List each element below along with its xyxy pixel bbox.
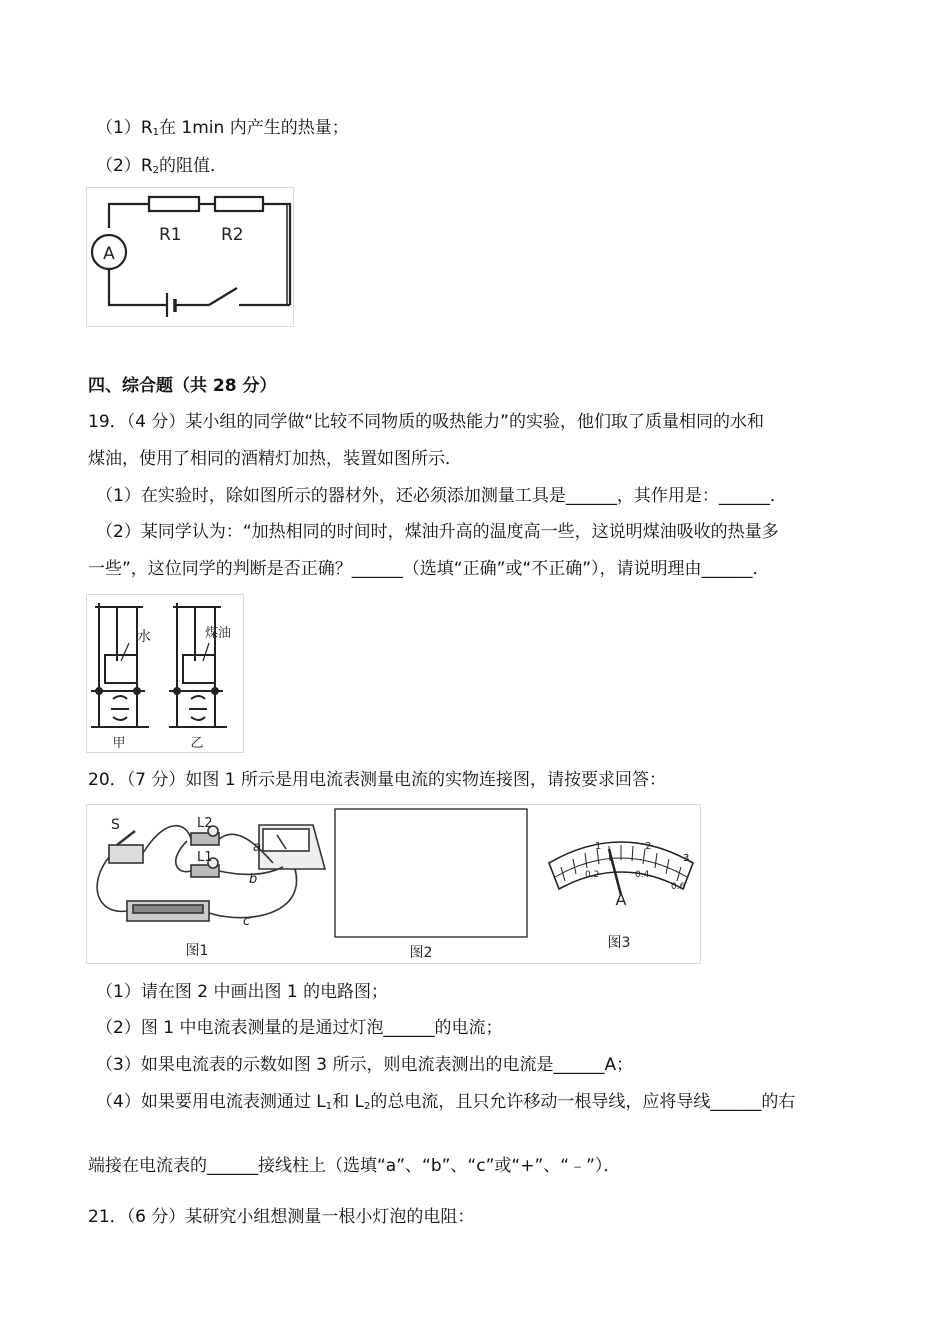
wire-a-label: a — [253, 840, 261, 855]
q21-stem: 21．（6 分）某研究小组想测量一根小灯泡的电阻： — [88, 1207, 475, 1227]
r1-label: R1 — [159, 225, 182, 245]
q20-part2: （2）图 1 中电流表测量的是通过灯泡______的电流； — [96, 1018, 503, 1038]
scale-top-1: 1 — [595, 841, 602, 852]
scale-top-2: 2 — [645, 841, 652, 852]
q18-part2: $(2)R_2$的阻值． — [96, 156, 228, 176]
lamp2-label: L2 — [197, 816, 213, 831]
q20-stem: 20．（7 分）如图 1 所示是用电流表测量电流的实物连接图，请按要求回答： — [88, 770, 666, 790]
caption-yi: 乙 — [190, 736, 204, 751]
r2-label: R2 — [221, 225, 244, 245]
q19-part1: （1）在实验时，除如图所示的器材外，还必须添加测量工具是______，其作用是：______． — [96, 486, 787, 506]
lamp1-label: L1 — [197, 850, 213, 865]
series-circuit-diagram — [87, 188, 293, 326]
water-label: 水 — [137, 629, 151, 645]
q20-figure-panel — [87, 805, 700, 963]
q20-part4-line1: （4）如果要用电流表测通过 $L_1$和 $L_2$的总电流，且只允许移动一根导线，应将导线______的右 — [96, 1092, 796, 1112]
caption-jia: 甲 — [112, 736, 126, 751]
scale-bottom-3: 0.6 — [671, 882, 686, 892]
q20-part3: （3）如果电流表的示数如图 3 所示，则电流表测出的电流是______A； — [96, 1055, 634, 1075]
scale-bottom-1: 0.2 — [585, 870, 600, 880]
q20-part1: （1）请在图 2 中画出图 1 的电路图； — [96, 982, 389, 1002]
scale-bottom-2: 0.4 — [635, 870, 650, 880]
q19-heating-apparatus-figure — [86, 594, 244, 753]
figure1-physical-circuit — [97, 825, 325, 921]
figure2-blank-box — [335, 809, 527, 937]
switch-label: S — [111, 817, 120, 833]
scale-top-3: 3 — [683, 853, 690, 864]
wire-b-label: b — [249, 872, 258, 887]
q19-part2-line2: 一些”，这位同学的判断是否正确？______（选填“正确”或“不正确”），请说明理由______． — [88, 559, 770, 579]
kerosene-label: 煤油 — [205, 626, 232, 641]
ammeter-label: A — [103, 244, 115, 264]
q19-part2-line1: （2）某同学认为：“加热相同的时间时，煤油升高的温度高一些，这说明煤油吸收的热量多 — [96, 522, 779, 542]
q18-part1: $(1)R_1$在 1min 内产生的热量； — [96, 118, 349, 138]
wire-c-label: c — [243, 914, 251, 929]
figure3-caption: 图3 — [607, 935, 631, 951]
figure2-caption: 图2 — [409, 945, 433, 961]
q20-figures — [86, 804, 701, 964]
q18-circuit-figure — [86, 187, 294, 327]
dial-unit-label: A — [615, 890, 627, 909]
q19-stem-line2: 煤油，使用了相同的酒精灯加热，装置如图所示． — [88, 449, 462, 469]
section-title: 四、综合题（共 28 分） — [88, 376, 277, 396]
q20-part4-line2: 端接在电流表的______接线柱上（选填“a”、“b”、“c”或“+”、“﹣”）． — [88, 1156, 621, 1176]
figure1-caption: 图1 — [185, 943, 209, 959]
q19-stem-line1: 19．（4 分）某小组的同学做“比较不同物质的吸热能力”的实验，他们取了质量相同的水和 — [88, 412, 764, 432]
heating-apparatus-diagram — [87, 595, 243, 752]
